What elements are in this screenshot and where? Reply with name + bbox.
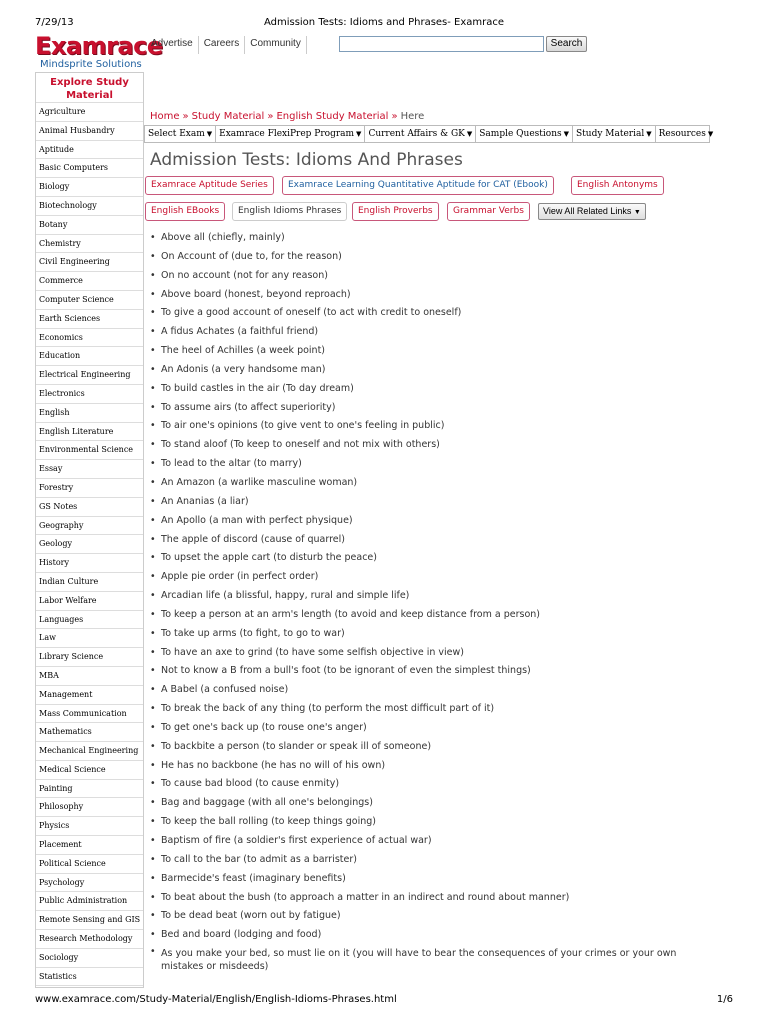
list-item: • He has no backbone (he has no will of his own) [150,757,720,776]
print-title: Admission Tests: Idioms and Phrases- Examrace [263,17,505,28]
list-item: • To keep the ball rolling (to keep things going) [150,813,720,832]
print-date: 7/29/13 [35,17,74,28]
list-item: • As you make your bed, so must lie on it (you will have to bear the consequences of your crimes or your own mistakes or misdeeds) [150,945,720,973]
sidebar-item[interactable]: Library Science [36,648,143,667]
caret-down-icon: ▼ [633,209,641,216]
sidebar-item[interactable]: Indian Culture [36,573,143,592]
list-item: • To get one's back up (to rouse one's anger) [150,719,720,738]
sidebar-item[interactable]: Essay [36,460,143,479]
view-all-related-links-button[interactable] [538,203,646,220]
list-item: • An Apollo (a man with perfect physique) [150,512,720,531]
menu-label: Study Material [576,129,645,139]
sidebar-item[interactable]: Civil Engineering [36,253,143,272]
sidebar-item[interactable]: Botany [36,216,143,235]
sidebar-item[interactable]: MBA [36,667,143,686]
sidebar-item[interactable]: Electronics [36,385,143,404]
list-item: • To be dead beat (worn out by fatigue) [150,907,720,926]
sidebar-item[interactable]: Environmental Science [36,441,143,460]
sidebar-item[interactable]: Electrical Engineering [36,366,143,385]
sidebar-item[interactable]: Economics [36,329,143,348]
sidebar-item[interactable]: English Literature [36,423,143,442]
print-url: www.examrace.com/Study-Material/English/English-Idioms-Phrases.html [35,994,397,1005]
list-item: • An Ananias (a liar) [150,493,720,512]
sidebar-heading: Explore Study Material [36,73,143,103]
idioms-list [150,229,720,973]
sidebar-item[interactable]: Animal Husbandry [36,122,143,141]
list-item: • To stand aloof (To keep to oneself and not mix with others) [150,436,720,455]
caret-down-icon: ▼ [356,130,362,138]
print-header [0,17,768,31]
sidebar-item[interactable]: Mass Communication [36,705,143,724]
sidebar-item[interactable]: Mathematics [36,723,143,742]
top-nav [146,36,307,54]
related-english-idioms-phrases[interactable]: English Idioms Phrases [232,202,347,221]
menu-label: Current Affairs & GK [368,129,465,139]
list-item: • To beat about the bush (to approach a matter in an indirect and round about manner) [150,889,720,908]
list-item: • The heel of Achilles (a week point) [150,342,720,361]
list-item: • The apple of discord (cause of quarrel) [150,531,720,550]
nav-community[interactable]: Community [245,36,307,54]
print-page-number: 1/6 [716,994,733,1005]
menu-label: Examrace FlexiPrep Program [219,129,355,139]
list-item: • Bag and baggage (with all one's belongings) [150,794,720,813]
breadcrumb-english-study-material[interactable]: English Study Material [276,111,389,122]
menu-label: Sample Questions [479,129,562,139]
sidebar-item[interactable]: Earth Sciences [36,310,143,329]
list-item: • An Adonis (a very handsome man) [150,361,720,380]
list-item: • To have an axe to grind (to have some selfish objective in view) [150,644,720,663]
related-english-ebooks[interactable]: English EBooks [145,202,225,221]
sidebar-item[interactable]: GS Notes [36,498,143,517]
list-item: • On Account of (due to, for the reason) [150,248,720,267]
related-quant-aptitude-cat[interactable]: Examrace Learning Quantitative Aptitude for CAT (Ebook) [282,176,554,195]
sidebar-item[interactable]: Philosophy [36,798,143,817]
site-logo[interactable] [35,32,163,71]
related-grammar-verbs[interactable]: Grammar Verbs [447,202,530,221]
list-item: • To keep a person at an arm's length (to avoid and keep distance from a person) [150,606,720,625]
main-menubar [144,125,714,143]
menu-label: Resources [658,129,706,139]
sidebar-item[interactable]: English [36,404,143,423]
caret-down-icon: ▼ [206,130,213,138]
sidebar-item[interactable]: Statistics [36,968,143,987]
breadcrumb-home[interactable]: Home [150,111,180,122]
list-item: • Apple pie order (in perfect order) [150,568,720,587]
related-aptitude-series[interactable]: Examrace Aptitude Series [145,176,274,195]
list-item: • To build castles in the air (To day dream) [150,380,720,399]
sidebar-item[interactable]: Public Administration [36,892,143,911]
sidebar-item[interactable]: Medical Science [36,761,143,780]
list-item: • To call to the bar (to admit as a barrister) [150,851,720,870]
menu-select-exam[interactable] [144,126,215,142]
list-item: • To lead to the altar (to marry) [150,455,720,474]
sidebar-item[interactable]: Mechanical Engineering [36,742,143,761]
sidebar-list [36,103,143,986]
list-item: • To upset the apple cart (to disturb the peace) [150,549,720,568]
page-title: Admission Tests: Idioms And Phrases [150,150,463,170]
sidebar-item[interactable]: Research Methodology [36,930,143,949]
logo-wordmark: Examrace [35,32,163,60]
menu-study-material[interactable] [572,126,655,142]
view-all-label: View All Related Links [543,206,632,216]
sidebar-item[interactable]: Chemistry [36,235,143,254]
list-item: • To assume airs (to affect superiority) [150,399,720,418]
list-item: • An Amazon (a warlike masculine woman) [150,474,720,493]
sidebar-item[interactable]: Forestry [36,479,143,498]
list-item: • Not to know a B from a bull's foot (to be ignorant of even the simplest things) [150,662,720,681]
sidebar-item[interactable]: Political Science [36,855,143,874]
caret-down-icon: ▼ [466,130,473,138]
print-footer [0,994,768,1008]
sidebar-item[interactable]: Aptitude [36,141,143,160]
sidebar-item[interactable]: Biology [36,178,143,197]
list-item: • Bed and board (lodging and food) [150,926,720,945]
list-item: • To backbite a person (to slander or speak ill of someone) [150,738,720,757]
sidebar-item[interactable]: Physics [36,817,143,836]
menu-label: Select Exam [148,129,205,139]
sidebar-item[interactable]: Labor Welfare [36,592,143,611]
sidebar-item[interactable]: Agriculture [36,103,143,122]
sidebar-item[interactable]: Languages [36,611,143,630]
sidebar-item[interactable]: Law [36,629,143,648]
list-item: • To break the back of any thing (to perform the most difficult part of it) [150,700,720,719]
sidebar-item[interactable]: Geography [36,517,143,536]
list-item: • Barmecide's feast (imaginary benefits) [150,870,720,889]
list-item: • Baptism of fire (a soldier's first experience of actual war) [150,832,720,851]
list-item: • On no account (not for any reason) [150,267,720,286]
list-item: • To cause bad blood (to cause enmity) [150,775,720,794]
menu-current-affairs[interactable] [364,126,475,142]
list-item: • A fidus Achates (a faithful friend) [150,323,720,342]
list-item: • A Babel (a confused noise) [150,681,720,700]
menu-sample-questions[interactable] [475,126,572,142]
sidebar-item[interactable]: Remote Sensing and GIS [36,911,143,930]
sidebar [35,72,144,988]
sidebar-item[interactable]: Geology [36,535,143,554]
breadcrumb-separator: » [391,111,398,122]
search-input[interactable] [339,36,544,52]
breadcrumb-study-material[interactable]: Study Material [191,111,265,122]
list-item: • To take up arms (to fight, to go to war) [150,625,720,644]
sidebar-item[interactable]: Biotechnology [36,197,143,216]
sidebar-item[interactable]: Education [36,347,143,366]
breadcrumb [150,111,424,122]
list-item: • Above all (chiefly, mainly) [150,229,720,248]
caret-down-icon: ▼ [707,130,714,138]
nav-careers[interactable]: Careers [199,36,246,54]
menu-resources[interactable] [655,126,717,142]
sidebar-item[interactable]: Psychology [36,874,143,893]
search-button[interactable]: Search [546,36,587,52]
logo-tagline: Mindsprite Solutions [40,59,142,70]
sidebar-item[interactable]: Computer Science [36,291,143,310]
breadcrumb-separator: » [182,111,189,122]
list-item: • Above board (honest, beyond reproach) [150,286,720,305]
list-item: • To give a good account of oneself (to act with credit to oneself) [150,304,720,323]
sidebar-item[interactable]: Painting [36,780,143,799]
related-english-antonyms[interactable]: English Antonyms [571,176,664,195]
breadcrumb-separator: » [267,111,274,122]
breadcrumb-current: Here [400,111,425,122]
nav-advertise[interactable]: Advertise [146,36,199,54]
list-item: • To air one's opinions (to give vent to one's feeling in public) [150,417,720,436]
menu-flexiprep[interactable] [215,126,364,142]
list-item: • Arcadian life (a blissful, happy, rural and simple life) [150,587,720,606]
sidebar-item[interactable]: Sociology [36,949,143,968]
sidebar-item[interactable]: Basic Computers [36,159,143,178]
sidebar-item[interactable]: Placement [36,836,143,855]
related-english-proverbs[interactable]: English Proverbs [352,202,439,221]
sidebar-item[interactable]: History [36,554,143,573]
sidebar-item[interactable]: Commerce [36,272,143,291]
caret-down-icon: ▼ [646,130,652,138]
sidebar-item[interactable]: Management [36,686,143,705]
caret-down-icon: ▼ [563,130,569,138]
